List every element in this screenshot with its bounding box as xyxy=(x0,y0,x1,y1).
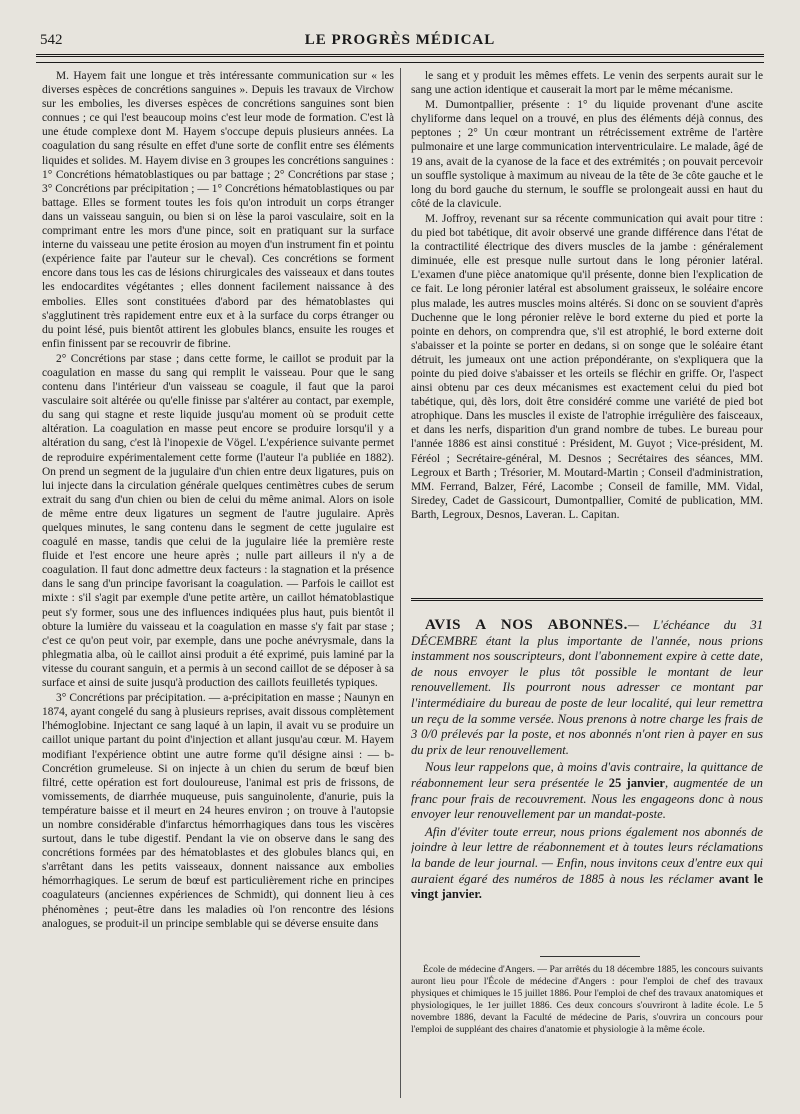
paragraph: M. Joffroy, revenant sur sa récente communication qui avait pour titre : du pied bot tabétique, dit avoir observé une grande différence dans l'état de la contractilité électrique des divers muscles de la jambe : généralement diminuée, elle est presque nulle surtout dans le long péronier latéral. L'examen d'une pièce anatomique qu'il présente, donne bien l'explication de ce fait. Le long péronier latéral est absolument graisseux, le soléaire encore plus malade, les autres muscles moins altérés. Si donc on se souvient d'après Duchenne que le long péronier relève le bord externe du pied et porte la pointe en dehors, on comprendra que, s'il est atrophié, le bord externe doit s'abaisser et la pointe se porter en dedans, si on songe que le soléaire étant détruit, les jumeaux ont une action prépondérante, on s'expliquera que la pointe du pied doive s'abaisser et les orteils se fléchir en griffe. Or, l'aspect ainsi obtenu par ces deux mécanismes est exactement celui du pied bot tabétique, qui, dès lors, doit être considéré comme une variété de pied bot atrophique. Dans les muscles il existe de l'atrophie irrégulière des faisceaux, et dans les nerfs, disparition d'un grand nombre de tubes. Le bureau pour l'année 1886 est ainsi constitué : Président, M. Guyot ; Vice-président, M. Féréol ; Secrétaire-général, M. Desnos ; Secrétaires des séances, MM. Legroux et Barth ; Trésorier, M. Moutard-Martin ; Conseil d'administration, MM. Ferrand, Balzer, Féré, Lacombe ; Conseil de famille, MM. Vidal, Siredey, Cadet de Gassicourt, Dumontpallier, Comité de publication, MM. Barth, Legroux, Desnos, Laveran. L. Capitan. xyxy=(411,212,763,521)
notice-paragraph xyxy=(411,760,763,822)
header-rule xyxy=(36,54,764,57)
section-rule xyxy=(540,956,640,957)
paragraph: le sang et y produit les mêmes effets. Le venin des serpents aurait sur le sang une action identique et causerait la mort par le même mécanisme. xyxy=(411,70,763,97)
notice-paragraph xyxy=(411,618,763,758)
notice-text: , augmentée de un franc pour frais de recouvrement. Nous les engageons donc à nous envoyer leur renouvellement par un mandat-poste. xyxy=(411,775,763,822)
header-rule-thin xyxy=(36,62,764,63)
paragraph: M. Hayem fait une longue et très intéressante communication sur « les diverses espèces de concrétions sanguines ». Depuis les travaux de Virchow sur les embolies, les diverses espèces de concrétions sanguines sont bien connues ; ce qui l'est beaucoup moins c'est leur mode de formation. C'est là une étude complexe dont M. Hayem s'occupe depuis plusieurs années. La coagulation du sang résulte en effet d'une sorte de conflit entre ses éléments liquides et solides. M. Hayem divise en 3 groupes les concrétions sanguines : 1° Concrétions hématoblastiques ou par battage ; 2° Concrétions par stase ; 3° Concrétions par précipitation ; — 1° Concrétions hématoblastiques ou par battage. Elles se forment toutes les fois qu'on introduit un corps étranger dans un vaisseau sanguin, ou bien si on lèse la paroi vasculaire, soit en la comprimant entre les mors d'une pince, soit en pratiquant sur la surface interne du vaisseau une petite érosion au moyen d'un instrument fin et pointu (expérience faite par l'auteur sur le cheval). Ces concrétions se forment encore dans tous les cas de lésions chirurgicales des vaisseaux et dans toutes les endocardites végétantes ; elles donnent facilement naissance à des embolies. Elles sont constituées d'abord par des hématoblastes qui s'agglutinent très rapidement entre eux et à la surface du corps étranger ou du point lésé, puis bientôt attirent les globules blancs, ensuite les rouges et enfin finissent par se recouvrir de fibrine. xyxy=(42,70,394,350)
journal-title: LE PROGRÈS MÉDICAL xyxy=(304,32,496,48)
notice-deadline: avant le vingt janvier. xyxy=(411,871,763,902)
left-column xyxy=(42,69,394,1099)
page-header xyxy=(36,30,764,52)
right-column xyxy=(411,69,763,589)
ecole-paragraph: École de médecine d'Angers. — Par arrêtés du 18 décembre 1885, les concours suivants auront lieu pour l'École de médecine d'Angers : pour l'emploi de chef des travaux physiques et chimiques le 15 juillet 1886. Pour l'emploi de chef des travaux anatomiques et physiologiques, le 1er juillet 1886. Ces deux concours s'ouvriront à ladite école. Le 5 novembre 1886, devant la Faculté de médecine de Paris, s'ouvrira un concours pour l'emploi de suppléant des chaires d'anatomie et physiologie à la même école. xyxy=(411,964,763,1036)
page-number: 542 xyxy=(40,32,63,48)
notice-text: — L'échéance du 31 DÉCEMBRE étant la plus importante de l'année, nous prions instamment nos souscripteurs, dont l'abonnement expire à cette date, de nous envoyer le plus tôt possible le montant de leur renouvellement. Ils pourront nous adresser ce montant par l'intermédiaire du bureau de poste de leur localité, qui leur remettra un reçu de la somme versée. Nous prenons à notre charge les frais de 3 0/0 prélevés par la poste, et nos abonnés n'ont rien à payer en sus du prix de leur renouvellement. xyxy=(411,618,763,757)
subscriber-notice xyxy=(411,618,763,948)
ecole-notice xyxy=(411,964,763,1104)
notice-text: Afin d'éviter toute erreur, nous prions également nos abonnés de joindre à leur lettre de réabonnement et à toutes leurs réclamations la bande de leur journal. — Enfin, nous invitons ceux d'entre eux qui auraient égaré des numéros de 1885 à nous les réclamer xyxy=(411,824,763,886)
notice-paragraph xyxy=(411,825,763,903)
notice-text: Nous leur rappelons que, à moins d'avis contraire, la quittance de réabonnement leur sera présentée le xyxy=(411,760,763,790)
paragraph: 3° Concrétions par précipitation. — a-précipitation en masse ; Naunyn en 1874, ayant congelé du sang à plusieurs reprises, avait dissous complètement l'hémoglobine. Injectant ce sang laqué à un lapin, il avait vu se produire un caillot unique partant du point d'injection et allant jusqu'au cœur. M. Hayem modifiant l'expérience obtint une autre forme qu'il désigne ainsi : — b-Concrétion grumeleuse. Si on injecte à un chien du serum de bœuf bien filtré, cette opération est fort douloureuse, l'animal est pris de frissons, de vomissements, de diarrhée muqueuse, puis sanguinolente, d'anurie, puis la température baisse et il meurt en 24 heures environ ; on trouve à l'autopsie un nombre considérable d'infarctus hémorrhagiques dans tous les viscères surtout, dans le tube digestif. Pendant la vie on observe dans le sang des concrétions formées par des hématoblastes et des globules blancs qui, en s'arrêtant dans les petits vaisseaux, donnent naissance aux embolies hémorrhagiques. Le serum de bœuf est particulièrement riche en principes coagulateurs (anciennes expériences de Schmidt), qui donnent lieu à ces phénomènes ; peut-être dans les maladies où l'on rencontre des lésions analogues, se produit-il un principe semblable qui se déverse ensuite dans xyxy=(42,692,394,930)
notice-rule xyxy=(411,598,763,601)
paragraph: 2° Concrétions par stase ; dans cette forme, le caillot se produit par la coagulation en masse du sang qui remplit le vaisseau. Pour que le sang contenu dans l'intérieur d'un vaisseau se coagule, il faut que la paroi vasculaire soit altérée ou qu'elle finisse par s'altérer au contact, par exemple, du sang qui stagne et reste liquide jusqu'au moment où se produit cette altération. La coagulation en masse peut encore se produire lorsqu'il y a altération du sang, c'est là l'inopexie de Vögel. L'expérience suivante permet de reproduire expérimentalement cette forme (l'auteur l'a publiée en 1882). On prend un segment de la jugulaire d'un chien entre deux ligatures, puis on lui injecte dans la circulation générale quelques centimètres cubes de serum extrait du sang d'un chien ou bien de celui du même animal. Alors on isole de même entre deux ligatures un segment de l'autre jugulaire. Après quelques minutes, le sang contenu dans le segment de cette jugulaire est coagulé en masse, tandis que celui de la jugulaire liée la première reste fluide et l'est encore une heure après ; nulle part ailleurs il n'y a de coagulation. Il faut donc admettre deux facteurs : la stagnation et la présence dans le sang d'un principe favorisant la coagulation. — Parfois le caillot est mixte : s'il s'agit par exemple d'une petite artère, un caillot hématoblastique peut s'y former, sous une des influences indiquées plus haut, puis bientôt il obture la lumière du vaisseau et la coagulation en masse s'y fait par stase ; c'est ce qu'on peut voir, par exemple, dans une poche anévrysmale, dans la phlegmatia alba, où le caillot ainsi produit a été exprimé, puis laminé par la vitesse du courant sanguin, et a permis à un second caillot de se déposer à sa surface et ainsi de suite jusqu'à production des caillots feuilletés typiques. xyxy=(42,352,394,690)
notice-date: 25 janvier xyxy=(608,775,666,790)
notice-heading: AVIS A NOS ABONNÉS. xyxy=(425,618,628,633)
paragraph: M. Dumontpallier, présente : 1° du liquide provenant d'une ascite chyliforme dans lequel on a trouvé, en plus des éléments déjà connus, des peptones ; 2° Un cœur montrant un rétrécissement extrême de l'artère pulmonaire et une large communication interventriculaire. Le malade, âgé de 19 ans, avait de la cyanose de la face et des extrémités ; on pouvait percevoir un souffle systolique à maximum au niveau de la tête de 3e côte gauche et le long du bord gauche du sternum, le souffle se prolongeait aussi en haut du côté de la clavicule. xyxy=(411,99,763,210)
column-divider xyxy=(400,68,401,1098)
